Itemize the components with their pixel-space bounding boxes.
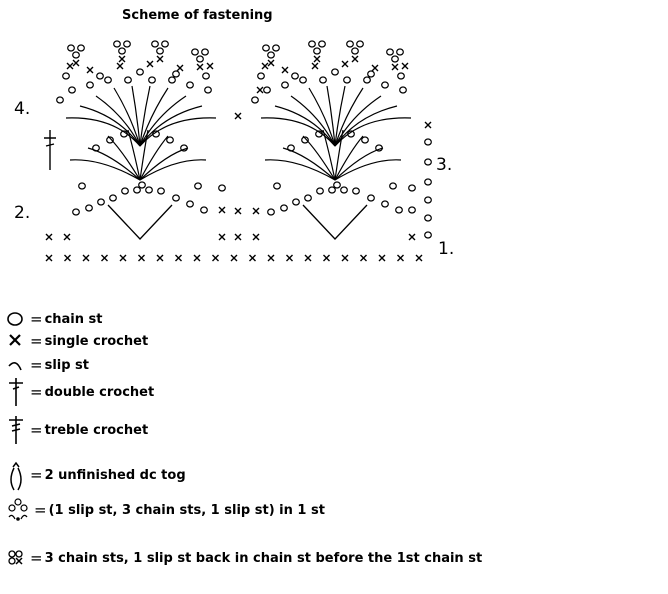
chain-st-mark [317,188,324,194]
single-crochet-mark [398,255,404,261]
chain-st-mark [268,52,275,58]
dc-tog-mark [335,118,411,146]
chain-st-mark [382,201,389,207]
legend-label: (1 slip st, 3 chain sts, 1 slip st) in 1 st [48,502,325,518]
single-crochet-mark [219,207,225,213]
chain-st-mark [332,69,339,75]
single-crochet-mark [305,255,311,261]
single-crochet-mark [253,208,259,214]
row-label-4: 4. [14,99,31,119]
chain-st-mark [73,52,80,58]
chain-st-mark [368,195,375,201]
single-crochet-mark [361,255,367,261]
chain-st-mark [314,48,321,54]
chain-st-mark [268,209,275,215]
legend-equals: = [30,356,43,374]
single-crochet-mark [213,255,219,261]
single-crochet-mark [176,255,182,261]
chain-st-mark [390,183,397,189]
diagram-title: Scheme of fastening [122,8,273,23]
chain-st-mark [173,195,180,201]
dc-tog-mark [140,118,216,146]
single-crochet-mark [253,234,259,240]
legend-label: chain st [44,311,103,327]
chain-st-mark [157,48,164,54]
picot-icon [4,495,34,525]
single-crochet-mark [147,61,153,67]
chain-st-mark [425,159,432,165]
chain-st-mark [282,82,289,88]
legend-item [4,350,89,380]
dc-v-mark [303,205,367,239]
fan-stitch-mark [335,136,363,180]
chain-st-mark [341,187,348,193]
chain-st-mark [119,48,126,54]
chain-st-mark [203,73,210,79]
chain-st-mark [114,41,121,47]
single-crochet-mark [379,255,385,261]
chain-st-mark [368,71,375,77]
symbol-legend [0,300,668,594]
single-crochet-mark [64,234,70,240]
chain-st-mark [173,71,180,77]
chain-st-mark [73,209,80,215]
legend-equals: = [30,310,43,328]
single-crochet-mark [282,67,288,73]
chain-st-mark [329,187,336,193]
single-crochet-mark [73,60,79,66]
chain-st-mark [409,207,416,213]
single-crochet-mark [102,255,108,261]
chain-st-mark [396,207,403,213]
single-crochet-mark [46,255,52,261]
single-crochet-mark [312,63,318,69]
single-crochet-mark [119,56,125,62]
chain-st-mark [195,183,202,189]
chain-st-mark [134,187,141,193]
chain-st-mark [263,45,270,51]
chain-st-mark [252,97,259,103]
legend-equals: = [30,549,43,567]
chain-st-mark [201,207,208,213]
chain-st-mark [398,73,405,79]
legend-item [4,377,154,407]
single-crochet-mark [262,63,268,69]
chain-st-mark [409,185,416,191]
single-crochet-mark [197,64,203,70]
chain-st-mark [362,137,369,143]
chain-st-mark [357,41,364,47]
single-crochet-mark [425,122,431,128]
single-crochet-mark [372,65,378,71]
chain-st-mark [124,41,131,47]
chain-st-mark [344,77,351,83]
single-crochet-mark [231,255,237,261]
single-crochet-mark [287,255,293,261]
chain-st-mark [273,45,280,51]
chain-st-mark [68,45,75,51]
legend-item [4,543,482,573]
single-crochet-mark [139,255,145,261]
legend-item [4,415,148,445]
chain-st-mark [382,82,389,88]
chain-st-mark [425,179,432,185]
chain-st-mark [320,77,327,83]
treble-crochet-icon [4,415,30,445]
chain-st-mark [162,41,169,47]
single-crochet-mark [219,234,225,240]
chain-st-mark [97,73,104,79]
single-crochet-mark [314,56,320,62]
chain-st-mark [300,77,307,83]
chain-st-mark [264,87,271,93]
single-crochet-mark [416,255,422,261]
legend-equals: = [30,466,43,484]
chain-st-mark [425,139,432,145]
single-crochet-mark [352,56,358,62]
chain-st-mark [98,199,105,205]
chain-st-mark [305,195,312,201]
chain-st-mark [158,188,165,194]
crochet-chart [0,30,668,290]
chain-st-mark [152,41,159,47]
legend-label: slip st [44,357,90,373]
single-crochet-mark [65,255,71,261]
chain-st-mark [258,73,265,79]
single-crochet-mark [157,255,163,261]
legend-item [4,495,325,525]
chain-st-mark [397,49,404,55]
chain-st-mark [79,183,86,189]
double-crochet-icon [4,377,30,407]
dc-v-mark [108,205,172,239]
chain-st-mark [146,187,153,193]
single-crochet-mark [207,63,213,69]
chain-st-mark [202,49,209,55]
single-crochet-mark [120,255,126,261]
chain-st-mark [87,82,94,88]
legend-label: single crochet [44,333,149,349]
chain-st-mark [125,77,132,83]
chain-st-mark [69,87,76,93]
single-crochet-mark [409,234,415,240]
chain-st-mark [425,197,432,203]
chain-st-mark [167,137,174,143]
legend-label: double crochet [44,384,155,400]
chain-st-mark [347,41,354,47]
slip-st-icon [4,350,30,380]
single-crochet-mark [157,56,163,62]
legend-label: treble crochet [44,422,149,438]
single-crochet-mark [250,255,256,261]
chain-st-mark [139,182,146,188]
chain-st-mark [187,82,194,88]
legend-equals: = [30,421,43,439]
chain-st-mark [364,77,371,83]
chain-st-mark [57,97,64,103]
single-crochet-mark [46,234,52,240]
chain-loop-icon [4,543,30,573]
chain-st-mark [281,205,288,211]
row-label-2: 2. [14,203,31,223]
dc-tog-mark [335,106,397,146]
double-crochet-mark [44,130,56,170]
chain-st-mark [205,87,212,93]
chain-st-mark [274,183,281,189]
row-label-3: 3. [436,155,453,175]
single-crochet-mark [117,63,123,69]
fan-stitch-mark [140,136,168,180]
single-crochet-mark [342,255,348,261]
chain-st-mark [425,215,432,221]
chain-st-mark [169,77,176,83]
dc-tog-mark [140,106,202,146]
unfinished-dc-tog-icon [4,458,30,492]
chain-st-mark [292,73,299,79]
single-crochet-mark [87,67,93,73]
chain-st-mark [219,185,226,191]
single-crochet-mark [235,113,241,119]
chain-st-mark [110,195,117,201]
chain-st-mark [293,199,300,205]
chain-st-mark [187,201,194,207]
chain-st-mark [86,205,93,211]
chain-st-mark [149,77,156,83]
chain-st-mark [122,188,129,194]
legend-label: 3 chain sts, 1 slip st back in chain st before the 1st chain st [44,550,483,566]
legend-equals: = [30,332,43,350]
legend-equals: = [34,501,47,519]
single-crochet-mark [235,234,241,240]
single-crochet-mark [235,208,241,214]
single-crochet-mark [194,255,200,261]
chain-st-mark [392,56,399,62]
chain-st-mark [63,73,70,79]
chain-st-mark [197,56,204,62]
chain-st-mark [105,77,112,83]
chain-st-mark [334,182,341,188]
chain-st-mark [400,87,407,93]
chain-st-mark [309,41,316,47]
single-crochet-mark [342,61,348,67]
chain-st-mark [353,188,360,194]
chain-st-mark [387,49,394,55]
single-crochet-mark [402,63,408,69]
single-crochet-mark [67,63,73,69]
chain-st-mark [425,232,432,238]
single-crochet-mark [177,65,183,71]
legend-label: 2 unfinished dc tog [44,467,186,483]
dc-tog-mark [114,88,140,146]
single-crochet-mark [83,255,89,261]
chain-st-mark [319,41,326,47]
single-crochet-mark [257,87,263,93]
single-crochet-mark [392,64,398,70]
dc-tog-mark [309,88,335,146]
chain-st-mark [352,48,359,54]
legend-equals: = [30,383,43,401]
chain-st-mark [192,49,199,55]
single-crochet-mark [324,255,330,261]
legend-item [4,458,186,492]
row-label-1: 1. [438,239,455,259]
single-crochet-mark [268,60,274,66]
chain-st-mark [137,69,144,75]
chain-st-mark [78,45,85,51]
single-crochet-mark [268,255,274,261]
